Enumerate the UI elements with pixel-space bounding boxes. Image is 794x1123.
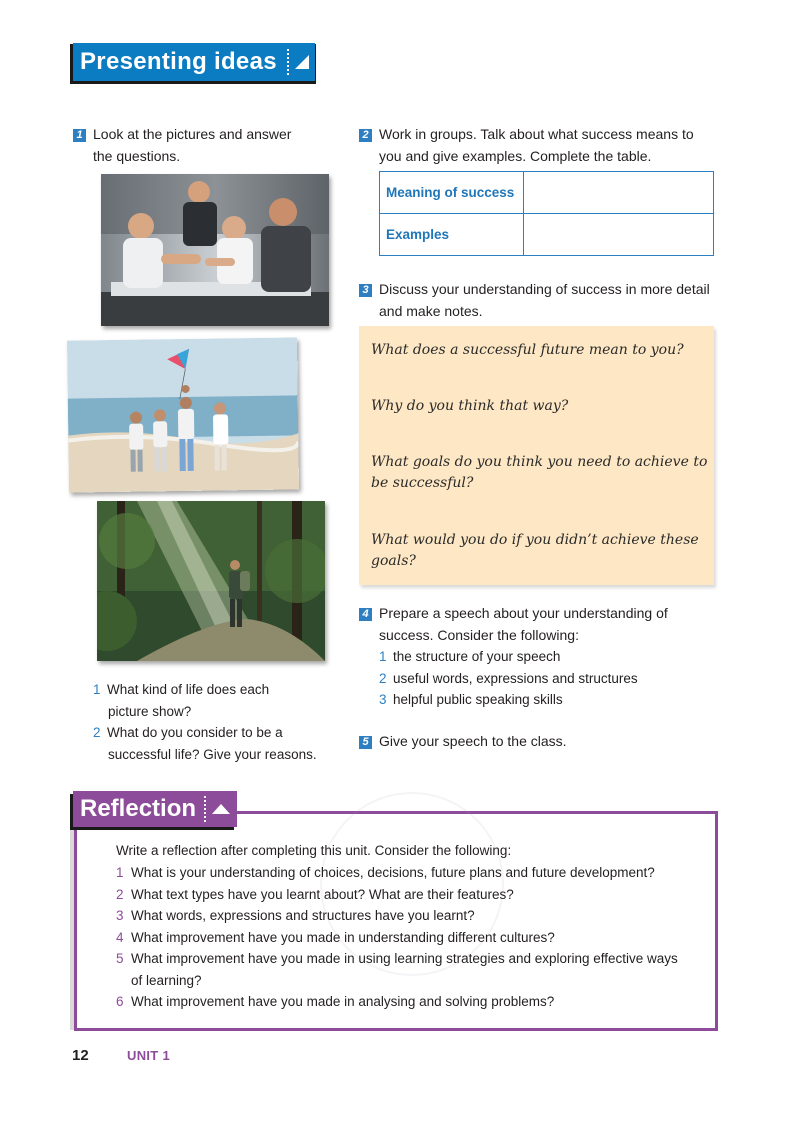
table-label-meaning: Meaning of success: [380, 172, 524, 214]
banner-divider: [287, 49, 289, 75]
question-4: 4 Prepare a speech about your understanding of success. Consider the following:: [359, 603, 719, 646]
table-label-examples: Examples: [380, 214, 524, 256]
question-number: 5: [359, 736, 372, 749]
list-item: 1 What is your understanding of choices, decisions, future plans and future development?: [116, 865, 655, 880]
corner-triangle-icon: [295, 55, 309, 69]
table-row: [380, 172, 714, 214]
subquestion-2-cont: successful life? Give your reasons.: [108, 746, 317, 762]
reflection-tab: [73, 791, 237, 827]
section-title: Presenting ideas: [80, 48, 277, 75]
reflection-list: [116, 862, 706, 1013]
photo-family-beach: [67, 337, 299, 492]
question-1-subquestions: [93, 679, 343, 765]
list-item: 4 What improvement have you made in understanding different cultures?: [116, 929, 555, 945]
subitem-1: 1 the structure of your speech: [379, 649, 561, 664]
table-cell-meaning[interactable]: [524, 172, 714, 214]
question-number: 3: [359, 284, 372, 297]
question-number: 1: [73, 129, 86, 142]
table-row: [380, 214, 714, 256]
reflection-title: Reflection: [80, 795, 197, 822]
note-1: What does a successful future mean to you?: [371, 342, 684, 358]
table-cell-examples[interactable]: [524, 214, 714, 256]
note-3-cont: be successful?: [371, 475, 474, 491]
question-5: 5 Give your speech to the class.: [359, 731, 719, 753]
note-3: What goals do you think you need to achieve to: [371, 454, 708, 470]
list-item: 6 What improvement have you made in analysing and solving problems?: [116, 994, 555, 1009]
subitem-3: 3 helpful public speaking skills: [379, 692, 563, 707]
reflection-divider: [204, 796, 206, 822]
question-3: 3 Discuss your understanding of success in more detail and make notes.: [359, 279, 719, 322]
note-4: What would you do if you didn’t achieve these goals?: [371, 532, 699, 569]
subquestion-1-cont: picture show?: [108, 703, 192, 719]
page-number: 12: [72, 1047, 89, 1064]
note-2: Why do you think that way?: [371, 398, 569, 414]
success-table: [379, 171, 714, 256]
subquestion-1: 1 What kind of life does each: [93, 682, 270, 697]
photo-forest-hiker: [97, 501, 325, 661]
header-banner: [73, 43, 315, 81]
list-item-cont: of learning?: [131, 972, 202, 988]
question-4-subquestions: [379, 646, 709, 711]
list-item: 5 What improvement have you made in using learning strategies and exploring effective ways: [116, 951, 678, 966]
list-item: 2 What text types have you learnt about? What are their features?: [116, 886, 514, 902]
question-number: 2: [359, 129, 372, 142]
question-number: 4: [359, 608, 372, 621]
up-triangle-icon: [212, 804, 230, 814]
reflection-intro: Write a reflection after completing this unit. Consider the following:: [116, 843, 512, 858]
subquestion-2: 2 What do you consider to be a: [93, 725, 283, 740]
subitem-2: 2 useful words, expressions and structures: [379, 670, 638, 686]
notes-box: [359, 326, 714, 585]
question-2: 2 Work in groups. Talk about what success means to you and give examples. Complete the table.: [359, 124, 719, 167]
question-1: 1 Look at the pictures and answer the questions.: [73, 124, 333, 167]
unit-label: UNIT 1: [127, 1048, 170, 1063]
photo-business-meeting: [101, 174, 329, 326]
list-item: 3 What words, expressions and structures have you learnt?: [116, 908, 475, 923]
